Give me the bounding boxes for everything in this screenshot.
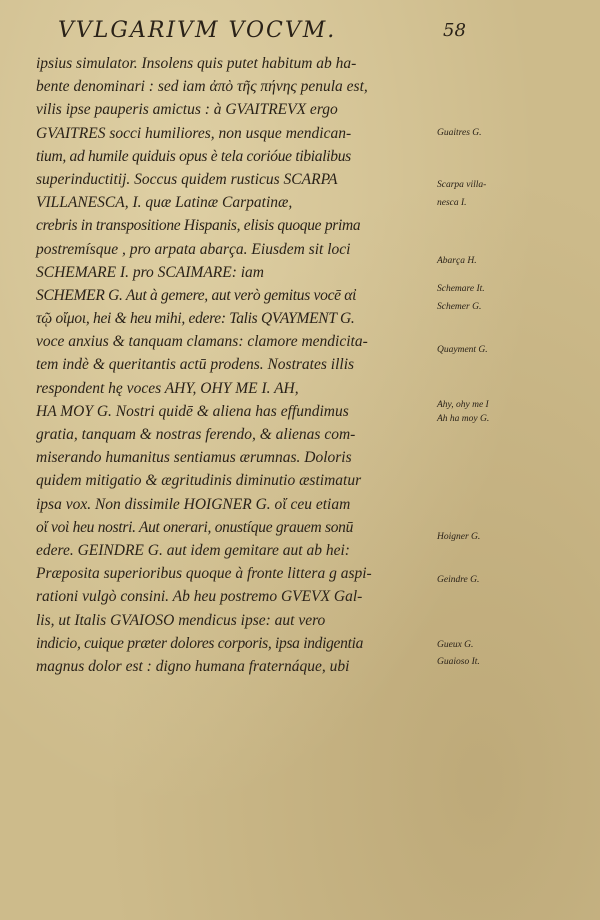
text-line: postremísque , pro arpata abarça. Eiusdem sit loci	[36, 240, 351, 258]
text-line: bente denominari : sed iam ἀπὸ τῆς πήνης penula est,	[36, 78, 368, 96]
text-line: τῷ οἴμοι, hei & heu mihi, edere: Talis QVAYMENT G.	[36, 310, 355, 328]
text-line: tium, ad humile quiduis opus è tela corióue tibialibus	[36, 147, 351, 165]
text-line: Præposita superioribus quoque à fronte littera g aspi-	[36, 565, 372, 583]
text-line: ipsa vox. Non dissimile HOIGNER G. οἴ ceu etiam	[36, 495, 351, 513]
margin-note: Geindre G.	[437, 575, 480, 585]
page-number: 58	[443, 20, 466, 41]
text-line: SCHEMER G. Aut à gemere, aut verò gemitus vocē αἰ	[36, 286, 357, 304]
running-head: VVLGARIVM VOCVM.	[58, 18, 337, 43]
text-line: miserando humanitus sentiamus ærumnas. Doloris	[36, 449, 352, 467]
text-line: tem indè & queritantis actū prodens. Nostrates illis	[36, 356, 355, 374]
text-line: crebris in transpositione Hispanis, elisis quoque prima	[36, 217, 361, 235]
text-line: superinductitij. Soccus quidem rusticus SCARPA	[36, 170, 338, 188]
margin-note: Quayment G.	[437, 345, 488, 355]
text-line: SCHEMARE I. pro SCAIMARE: iam	[36, 263, 265, 281]
margin-note: Ahy, ohy me I	[437, 400, 489, 410]
margin-note: Abarça H.	[437, 256, 477, 266]
text-line: indicio, cuique præter dolores corporis, ipsa indigentia	[36, 634, 364, 652]
text-line: vilis ipse pauperis amictus : à GVAITREVX ergo	[36, 101, 338, 119]
margin-note: Gueux G.	[437, 640, 474, 650]
margin-note: nesca I.	[437, 198, 467, 208]
text-line: gratia, tanquam & nostras ferendo, & alienas com-	[36, 426, 356, 443]
text-line: οἴ νοὶ heu nostri. Aut onerari, onustíque grauem sonū	[36, 518, 354, 536]
text-line: respondent hę voces AHY, OHY ME I. AH,	[36, 379, 299, 397]
main-text-block	[36, 52, 436, 678]
text-line: edere. GEINDRE G. aut idem gemitare aut ab hei:	[36, 541, 350, 559]
text-line: HA MOY G. Nostri quidē & aliena has effundimus	[36, 402, 349, 420]
text-line: quidem mitigatio & ægritudinis diminutio æstimatur	[36, 472, 362, 490]
text-line: voce anxius & tanquam clamans: clamore mendicita-	[36, 333, 368, 351]
margin-note: Schemare It.	[437, 284, 485, 294]
text-line: VILLANESCA, I. quæ Latinæ Carpatinæ,	[36, 194, 293, 212]
margin-note: Ah ha moy G.	[437, 414, 490, 424]
text-line: ipsius simulator. Insolens quis putet habitum ab ha-	[36, 55, 357, 72]
margin-note: Guaitres G.	[437, 128, 482, 138]
text-line: rationi vulgò consini. Ab heu postremo GVEVX Gal-	[36, 588, 363, 606]
margin-note: Guaioso It.	[437, 657, 480, 667]
margin-note: Hoigner G.	[437, 532, 481, 542]
text-line: GVAITRES socci humiliores, non usque mendican-	[36, 124, 352, 142]
text-line: lis, ut Italis GVAIOSO mendicus ipse: aut vero	[36, 611, 326, 629]
margin-note: Scarpa villa-	[437, 180, 487, 190]
text-line: magnus dolor est : digno humana fraternáque, ubi	[36, 657, 350, 675]
margin-note: Schemer G.	[437, 302, 482, 312]
